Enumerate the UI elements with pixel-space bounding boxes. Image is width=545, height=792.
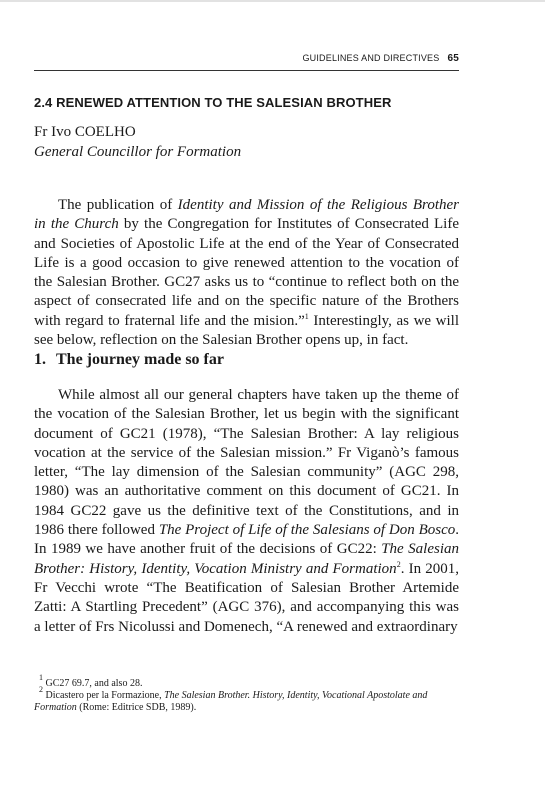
footnote-2-number: 2 — [39, 685, 43, 694]
body-title-salesian-brother: The Salesian Brother: History, Identity, Vocation Ministry and Formation — [34, 541, 459, 577]
body-title-project-of-life: The Project of Life of the Salesians of Don Bosco — [158, 522, 456, 539]
subsection-title: The journey made so far — [56, 351, 224, 368]
header-rule — [34, 70, 459, 71]
footnote-2-text-2: (Rome: Editrice SDB, 1989). — [76, 702, 197, 713]
body-paragraph — [34, 386, 459, 637]
body-text-2: . In 1989 we have another fruit of the decisions of GC22: — [34, 522, 459, 558]
running-header — [34, 53, 459, 64]
author-block — [34, 122, 241, 162]
subsection-number: 1. — [34, 351, 46, 368]
footnote-ref-2: 2 — [396, 559, 401, 569]
intro-text-3: Interestingly, as we will see below, reflection on the Salesian Brother opens up, in fact. — [34, 312, 459, 349]
intro-text-2: by the Congregation for Institutes of Consecrated Life and Societies of Apostolic Life at the end of the Year of Consecrated Life is a good occasion to give renewed attention to the vocation of the Salesian Brother. GC27 asks us to “continue to reflect both on the aspect of consecrated life and on the specific nature of the Brothers with regard to fraternal life and the mision.” — [34, 216, 459, 329]
intro-text-1: The publication of — [58, 197, 178, 213]
subsection-heading — [34, 351, 224, 369]
page-number: 65 — [447, 53, 459, 64]
footnote-1-text: GC27 69.7, and also 28. — [45, 678, 143, 689]
section-title: 2.4 RENEWED ATTENTION TO THE SALESIAN BROTHER — [34, 95, 392, 110]
footnotes — [34, 673, 459, 714]
footnote-2-text-1: Dicastero per la Formazione, — [45, 690, 165, 701]
footnote-1-number: 1 — [39, 673, 43, 682]
body-text-3: . In 2001, Fr Vecchi wrote “The Beatification of Salesian Brother Artemide Zatti: A Startling Precedent” (AGC 376), and accompanying this was a letter of Frs Nicolussi and Domenech, “A renewed and extraordinary — [34, 560, 459, 635]
footnote-2 — [34, 685, 459, 714]
footnote-1 — [34, 673, 459, 690]
footnote-2-title: The Salesian Brother. History, Identity, Vocational Apostolate and Formation — [34, 690, 428, 713]
page-top-edge — [0, 0, 545, 2]
footnote-ref-1: 1 — [304, 311, 309, 321]
intro-paragraph — [34, 196, 459, 350]
running-title: GUIDELINES AND DIRECTIVES — [302, 53, 440, 63]
intro-document-title: Identity and Mission of the Religious Brother in the Church — [34, 197, 459, 233]
author-name: Fr Ivo COELHO — [34, 124, 136, 140]
author-role: General Councillor for Formation — [34, 144, 242, 160]
body-text-1: While almost all our general chapters have taken up the theme of the vocation of the Salesian Brother, let us begin with the significant document of GC21 (1978), “The Salesian Brother: A lay religious vocation at the service of the Salesian mission.” Fr Viganò’s famous letter, “The lay dimension of the Salesian community” (AGC 298, 1980) was an authoritative comment on this document of GC21. In 1984 GC22 gave us the definitive text of the Constitutions, and in 1986 there followed — [34, 387, 459, 539]
